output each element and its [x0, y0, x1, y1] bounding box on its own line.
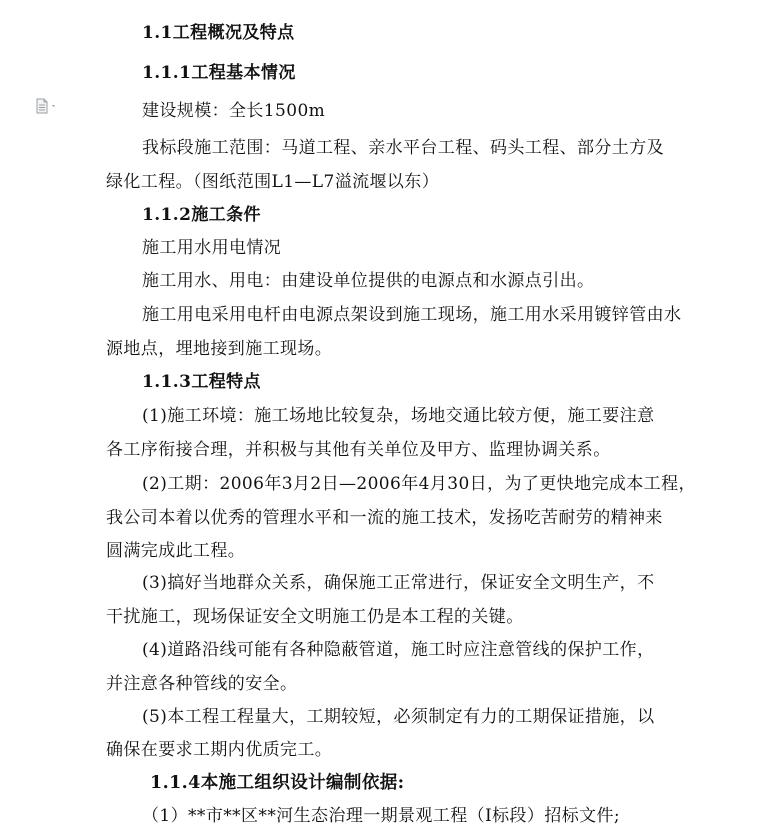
heading-1-1-2: 1.1.2施工条件: [142, 205, 261, 225]
item-5-line-2: 确保在要求工期内优质完工。: [106, 740, 333, 760]
item-3-line-1: (3)搞好当地群众关系，确保施工正常进行，保证安全文明生产，不: [142, 573, 655, 593]
construction-scale: 建设规模：全长1500m: [142, 101, 326, 121]
power-line-1: 施工用电采用电杆由电源点架设到施工现场，施工用水采用镀锌管由水: [142, 305, 682, 325]
item-1-line-1: (1)施工环境：施工场地比较复杂，场地交通比较方便，施工要注意: [142, 406, 655, 426]
basis-item-1: （1）**市**区**河生态治理一期景观工程（Ⅰ标段）招标文件;: [142, 806, 621, 826]
item-2-line-3: 圆满完成此工程。: [106, 541, 246, 561]
heading-1-1-4: 1.1.4本施工组织设计编制依据:: [150, 773, 405, 793]
heading-1-1-1: 1.1.1工程基本情况: [142, 63, 296, 83]
item-3-line-2: 干扰施工，现场保证安全文明施工仍是本工程的关键。: [106, 607, 524, 627]
heading-1-1-3: 1.1.3工程特点: [142, 372, 261, 392]
heading-1-1: 1.1工程概况及特点: [142, 23, 295, 43]
item-5-line-1: (5)本工程工程量大，工期较短，必须制定有力的工期保证措施，以: [142, 707, 655, 727]
item-4-line-1: (4)道路沿线可能有各种隐蔽管道，施工时应注意管线的保护工作，: [142, 640, 655, 660]
document-page-icon[interactable]: [35, 98, 59, 114]
item-1-line-2: 各工序衔接合理，并积极与其他有关单位及甲方、监理协调关系。: [106, 440, 611, 460]
scope-line-1: 我标段施工范围：马道工程、亲水平台工程、码头工程、部分土方及: [142, 138, 664, 158]
water-power-title: 施工用水用电情况: [142, 238, 282, 258]
scope-line-2: 绿化工程。（图纸范围L1—L7溢流堰以东）: [106, 172, 440, 192]
item-2-line-2: 我公司本着以优秀的管理水平和一流的施工技术，发扬吃苦耐劳的精神来: [106, 508, 663, 528]
item-2-line-1: (2)工期：2006年3月2日—2006年4月30日，为了更快地完成本工程，: [142, 474, 696, 494]
water-power-line: 施工用水、用电：由建设单位提供的电源点和水源点引出。: [142, 271, 595, 291]
item-4-line-2: 并注意各种管线的安全。: [106, 674, 298, 694]
power-line-2: 源地点，埋地接到施工现场。: [106, 339, 333, 359]
